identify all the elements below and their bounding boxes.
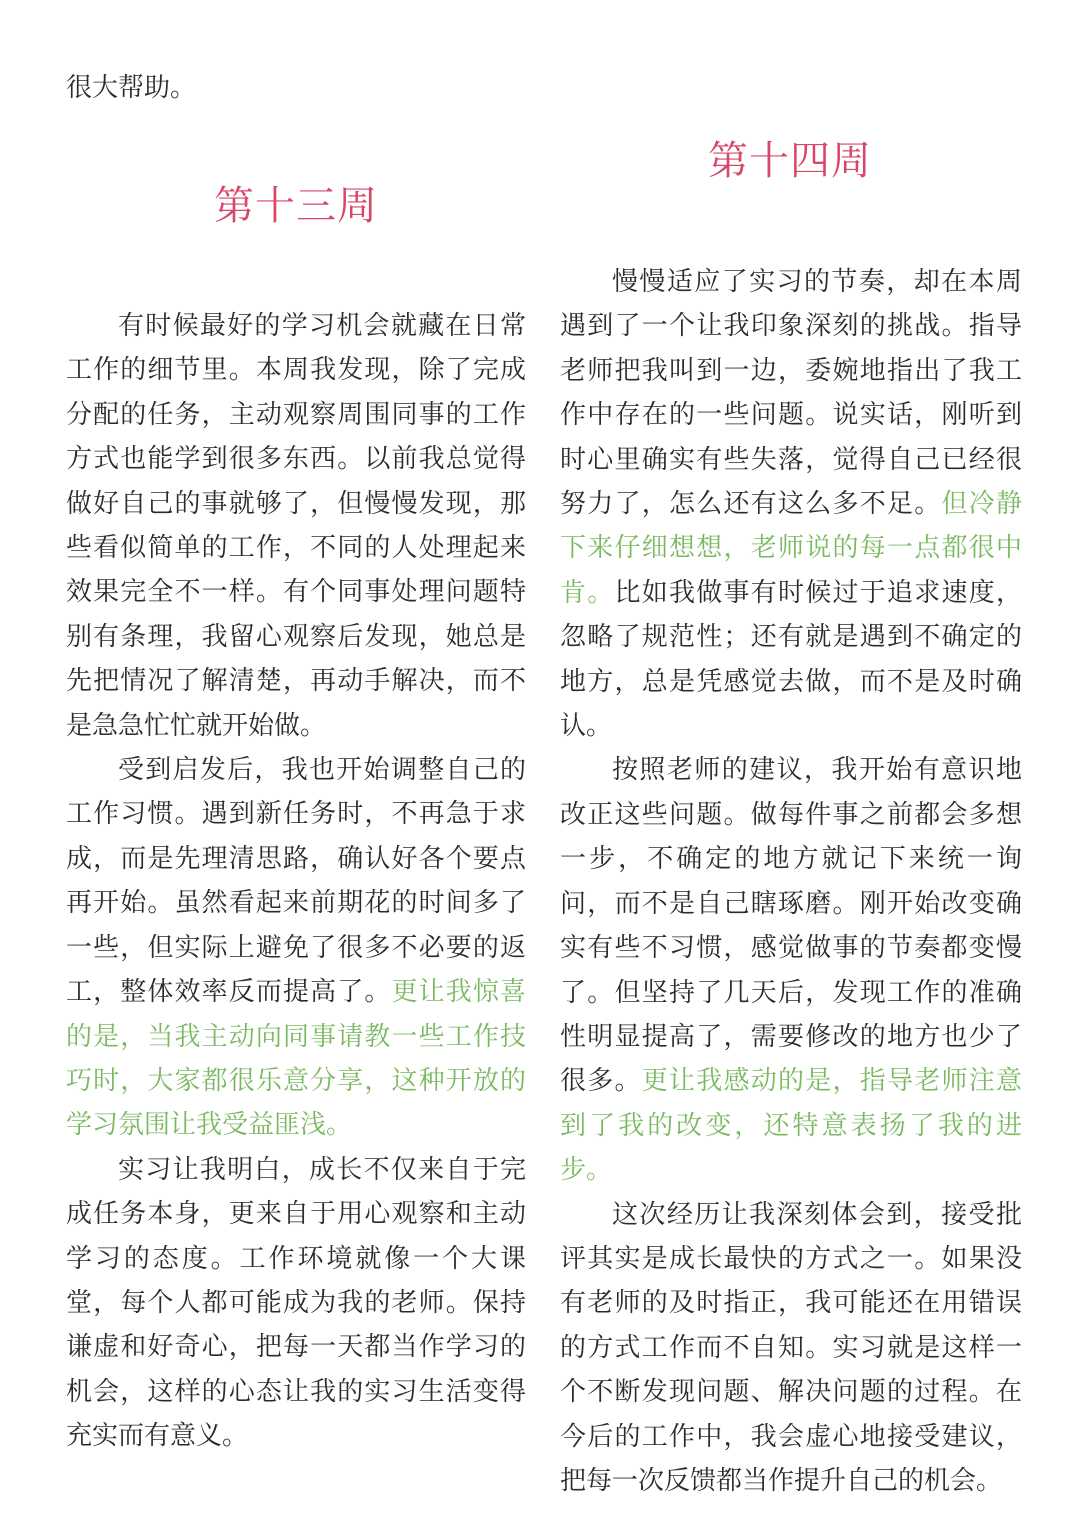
week14-title: 第十四周: [708, 138, 872, 184]
week13-p2-highlight: 更让我惊喜的是，当我主动向同事请教一些工作技巧时，大家都很乐意分享，这种开放的学习氛围让我受益匪浅。: [66, 977, 526, 1141]
week14-body: [560, 260, 1022, 1503]
week13-paragraph-3: [66, 1148, 526, 1459]
week14-paragraph-2: [560, 748, 1022, 1192]
lead-text: 很大帮助。: [66, 73, 197, 103]
week13-p3-text: 实习让我明白，成长不仅来自于完成任务本身，更来自于用心观察和主动学习的态度。工作环境就像一个大课堂，每个人都可能成为我的老师。保持谦虚和好奇心，把每一天都当作学习的机会，这样的心态让我的实习生活变得充实而有意义。: [66, 1154, 526, 1452]
week13-title: 第十三周: [214, 183, 378, 229]
week14-paragraph-3: [560, 1193, 1022, 1504]
week14-p1-text: 慢慢适应了实习的节奏，却在本周遇到了一个让我印象深刻的挑战。指导老师把我叫到一边，委婉地指出了我工作中存在的一些问题。说实话，刚听到时心里确实有些失落，觉得自己已经很努力了，怎么还有这么多不足。: [560, 267, 1022, 520]
week13-p2-text: 受到启发后，我也开始调整自己的工作习惯。遇到新任务时，不再急于求成，而是先理清思路，确认好各个要点再开始。虽然看起来前期花的时间多了一些，但实际上避免了很多不必要的返工，整体效率反而提高了。: [66, 755, 526, 1008]
week14-paragraph-1: [560, 260, 1022, 748]
week13-body: [66, 304, 526, 1459]
week13-paragraph-2: [66, 748, 526, 1148]
week14-p1-text-cont: 比如我做事有时候过于追求速度，忽略了规范性；还有就是遇到不确定的地方，总是凭感觉去做，而不是及时确认。: [560, 577, 1022, 742]
week13-paragraph-1: [66, 304, 526, 748]
week14-p3-text: 这次经历让我深刻体会到，接受批评其实是成长最快的方式之一。如果没有老师的及时指正，我可能还在用错误的方式工作而不自知。实习就是这样一个不断发现问题、解决问题的过程。在今后的工作中，我会虚心地接受建议，把每一次反馈都当作提升自己的机会。: [560, 1199, 1022, 1496]
week14-p2-text: 按照老师的建议，我开始有意识地改正这些问题。做每件事之前都会多想一步，不确定的地方就记下来统一询问，而不是自己瞎琢磨。刚开始改变确实有些不习惯，感觉做事的节奏都变慢了。但坚持了几天后，发现工作的准确性明显提高了，需要修改的地方也少了很多。: [560, 755, 1022, 1097]
week13-p1-text: 有时候最好的学习机会就藏在日常工作的细节里。本周我发现，除了完成分配的任务，主动观察周围同事的工作方式也能学到很多东西。以前我总觉得做好自己的事就够了，但慢慢发现，那些看似简单的工作，不同的人处理起来效果完全不一样。有个同事处理问题特别有条理，我留心观察后发现，她总是先把情况了解清楚，再动手解决，而不是急急忙忙就开始做。: [66, 311, 526, 741]
week14-p1-highlight: 但冷静下来仔细想想，老师说的每一点都很中肯。: [560, 489, 1022, 608]
week14-p2-highlight: 更让我感动的是，指导老师注意到了我的改变，还特意表扬了我的进步。: [560, 1066, 1022, 1186]
